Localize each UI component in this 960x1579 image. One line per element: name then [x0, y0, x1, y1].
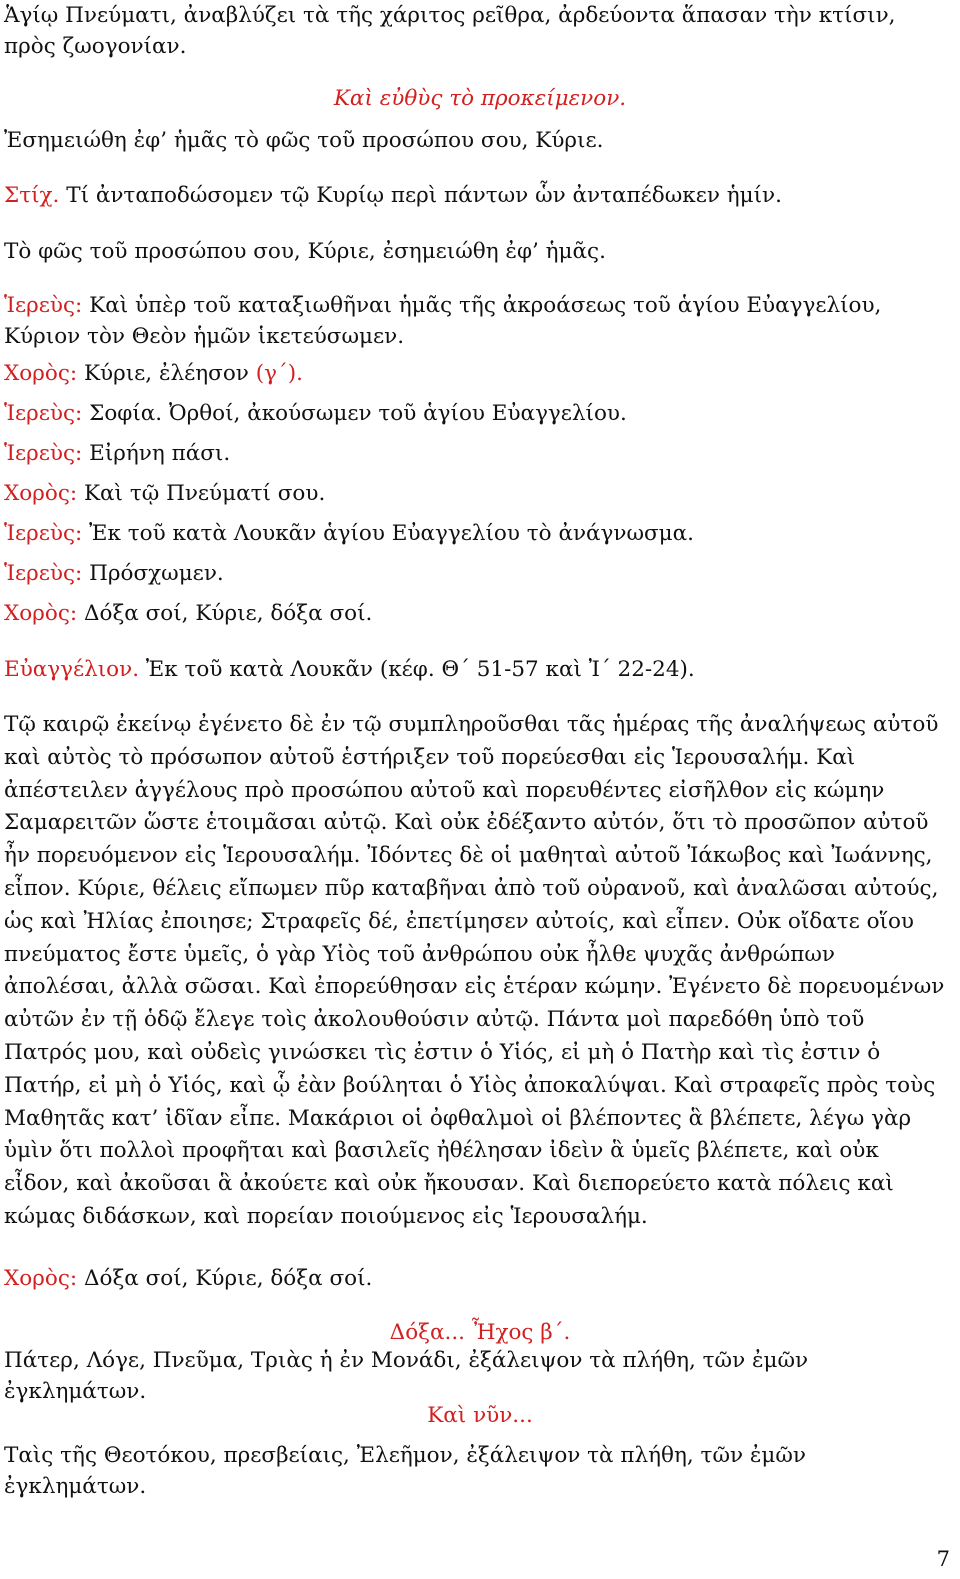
dialogue-text: Πρόσχωμεν. [89, 561, 224, 586]
page-number: 7 [936, 1547, 950, 1571]
speaker-label: Χορὸς: [4, 481, 78, 506]
dialogue-text: Εἰρήνη πάσι. [89, 441, 231, 466]
kai-nyn-heading: Καὶ νῦν... [427, 1403, 533, 1428]
intro-text: Ἁγίῳ Πνεύματι, ἀναβλύζει τὰ τῆς χάριτος ρεῖθρα, ἀρδεύοντα ἅπασαν τὴν κτίσιν, πρὸς ζωογονίαν. [4, 3, 896, 59]
dialogue-text: Δόξα σοί, Κύριε, δόξα σοί. [83, 1266, 373, 1291]
prokeimenon-heading: Καὶ εὐθὺς τὸ προκείμενον. [333, 86, 627, 111]
dialogue-text: Κύριε, ἐλέησον [83, 361, 249, 386]
gospel-reference: Ἐκ τοῦ κατὰ Λουκᾶν (κέφ. Θ΄ 51-57 καὶ Ἰ΄ 22-24). [145, 657, 695, 682]
speaker-label: Ἱερεὺς: [4, 561, 83, 586]
speaker-label: Ἱερεὺς: [4, 293, 83, 318]
dialogue-text: Καὶ τῷ Πνεύματί σου. [83, 481, 326, 506]
dialogue-text: Καὶ ὑπὲρ τοῦ καταξιωθῆναι ἡμᾶς τῆς ἀκροάσεως τοῦ ἁγίου Εὐαγγελίου, Κύριον τὸν Θεὸν ἡμῶν ἱκετεύσωμεν. [4, 293, 882, 349]
doxa-text: Πάτερ, Λόγε, Πνεῦμα, Τριὰς ἡ ἐν Μονάδι, ἐξάλειψον τὰ πλήθη, τῶν ἐμῶν ἐγκλημάτων. [4, 1348, 809, 1404]
gospel-label: Εὐαγγέλιον. [4, 657, 140, 682]
dialogue-text: Σοφία. Ὀρθοί, ἀκούσωμεν τοῦ ἁγίου Εὐαγγελίου. [89, 401, 627, 426]
dialogue-line [4, 478, 950, 509]
speaker-label: Χορὸς: [4, 361, 78, 386]
speaker-label: Χορὸς: [4, 601, 78, 626]
speaker-label: Ἱερεὺς: [4, 401, 83, 426]
prokeimenon-text: Ἐσημειώθη ἐφ’ ἡμᾶς τὸ φῶς τοῦ προσώπου σου, Κύριε. [4, 128, 604, 153]
stich-label: Στίχ. [4, 183, 60, 208]
dialogue-line [4, 290, 950, 352]
stich-text: Τί ἀνταποδώσομεν τῷ Κυρίῳ περὶ πάντων ὧν ἀνταπέδωκεν ἡμίν. [66, 183, 782, 208]
dialogue-line [4, 598, 950, 629]
speaker-label: Χορὸς: [4, 1266, 78, 1291]
stich-line [4, 180, 950, 211]
doxa-heading: Δόξα... Ἦχος β΄. [389, 1320, 571, 1345]
dialogue-line [4, 398, 950, 429]
prokeimenon-repeat: Τὸ φῶς τοῦ προσώπου σου, Κύριε, ἐσημειώθη ἐφ’ ἡμᾶς. [4, 239, 606, 264]
gospel-text: Τῷ καιρῷ ἐκείνῳ ἐγένετο δὲ ἐν τῷ συμπληροῦσθαι τᾶς ἡμέρας τῆς ἀναλήψεως αὐτοῦ καὶ αὐτὸς τὸ πρόσωπον αὐτοῦ ἑστήριξεν τοῦ πορεύεσθαι εἰς Ἱερουσαλήμ. Καὶ ἀπέστειλεν ἀγγέλους πρὸ προσώπου αὐτοῦ καὶ πορευθέντες εἰσῆλθον εἰς κώμην Σαμαρειτῶν ὥστε ἑτοιμᾶσαι αὐτῷ. Καὶ οὐκ ἐδέξαντο αὐτόν, ὅτι τὸ προσῶπον αὐτοῦ ἦν πορευόμενον εἰς Ἱερουσαλήμ. Ἰδόντες δὲ οἱ μαθηταὶ αὐτοῦ Ἰάκωβος καὶ Ἰωάννης, εἶπον. Κύριε, θέλεις εἴπωμεν πῦρ καταβῆναι ἀπὸ τοῦ οὐρανοῦ, καὶ ἀναλῶσαι αὐτούς, ὡς καὶ Ἠλίας ἐποιησε; Στραφεῖς δέ, ἐπετίμησεν αὐτοίς, καὶ εἶπεν. Οὐκ οἴδατε οἵου πνεύματος ἔστε ὑμεῖς, ὁ γὰρ Υἱὸς τοῦ ἀνθρώπου οὐκ ἦλθε ψυχᾶς ἀνθρώπων ἀπολέσαι, ἀλλὰ σῶσαι. Καὶ ἐπορεύθησαν εἰς ἑτέραν κώμην. Ἐγένετο δὲ πορευομένων αὐτῶν ἐν τῇ ὁδῷ ἔλεγε τοὶς ἀκολουθούσιν αὐτῷ. Πάντα μοὶ παρεδόθη ὑπὸ τοῦ Πατρός μου, καὶ οὐδεὶς γινώσκει τὶς ἐστιν ὁ Υἱός, εἰ μὴ ὁ Πατὴρ καὶ τὶς ἐστιν ὁ Πατήρ, εἰ μὴ ὁ Υἱός, καὶ ᾧ ἐὰν βούληται ὁ Υἱὸς ἀποκαλύψαι. Καὶ στραφεῖς πρὸς τοὺς Μαθητᾶς κατ’ ἰδῖαν εἶπε. Μακάριοι οἱ ὀφθαλμοὶ οἱ βλέποντες ἃ βλέπετε, λέγω γὰρ ὑμὶν ὅτι πολλοὶ προφῆται καὶ βασιλεῖς ἠθέλησαν ἰδεὶν ἃ ὑμεῖς βλέπετε, καὶ οὐκ εἶδον, καὶ ἀκοῦσαι ἃ ἀκούετε καὶ οὐκ ἤκουσαν. Καὶ διεπορεύετο κατὰ πόλεις καὶ κώμας διδάσκων, καὶ πορείαν ποιούμενος εἰς Ἱερουσαλήμ. [4, 712, 945, 1229]
dialogue-line [4, 518, 950, 549]
post-gospel-line [4, 1263, 950, 1294]
kai-nyn-text: Ταὶς τῆς Θεοτόκου, πρεσβείαις, Ἐλεῆμον, ἐξάλειψον τὰ πλήθη, τῶν ἐμῶν ἐγκλημάτων. [4, 1443, 806, 1499]
repeat-count: (γ΄). [255, 361, 303, 386]
dialogue-text: Ἐκ τοῦ κατὰ Λουκᾶν ἁγίου Εὐαγγελίου τὸ ἀνάγνωσμα. [89, 521, 695, 546]
dialogue-line [4, 438, 950, 469]
dialogue-line [4, 358, 950, 389]
speaker-label: Ἱερεὺς: [4, 521, 83, 546]
dialogue-text: Δόξα σοί, Κύριε, δόξα σοί. [83, 601, 373, 626]
gospel-reference-line [4, 654, 950, 685]
speaker-label: Ἱερεὺς: [4, 441, 83, 466]
dialogue-line [4, 558, 950, 589]
